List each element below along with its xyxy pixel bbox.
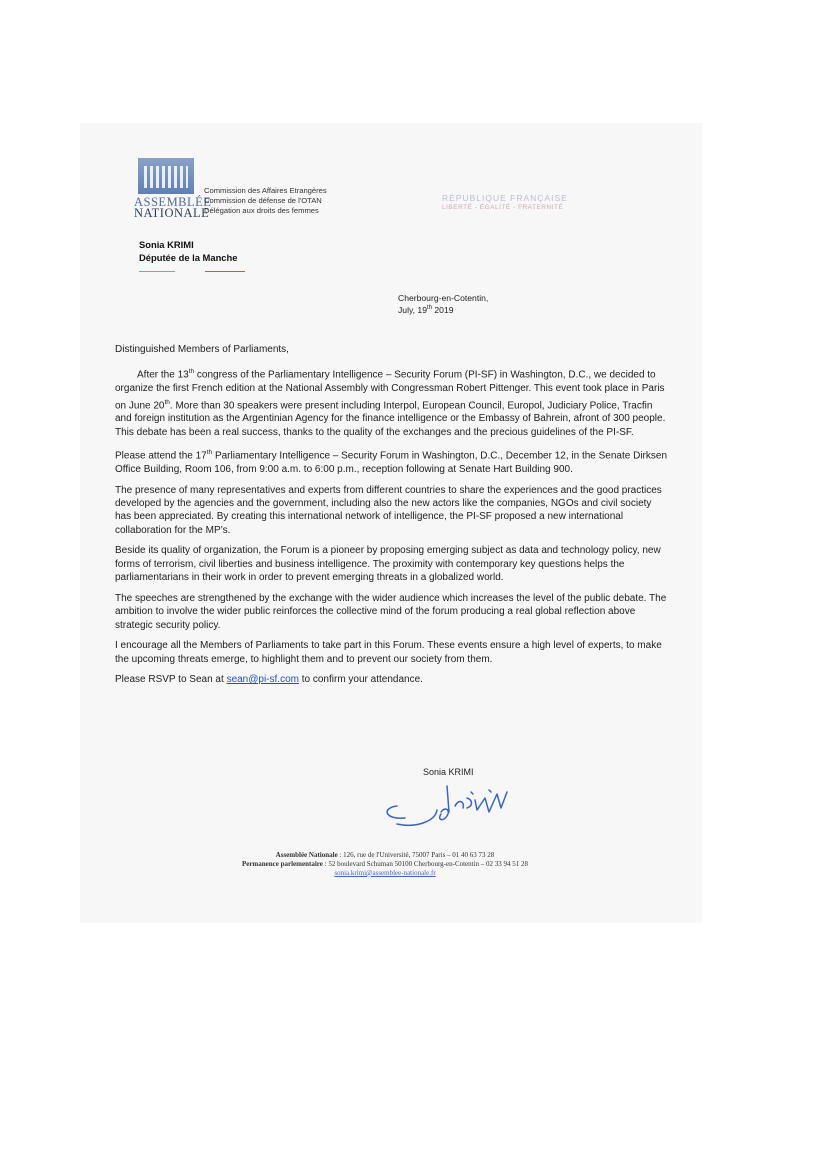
paragraph-4: Beside its quality of organization, the Forum is a pioneer by proposing emerging subject as data and technology policy, new forms of terrorism, civil liberties and business intelligence. The proximity with contemporary key questions helps the parliamentarians in their work in order to prevent emerging threats in a globalized world. — [115, 545, 661, 584]
paragraph-2: Please attend the 17th Parliamentary Intelligence – Security Forum in Washington, D.C., December 12, in the Senate Dirksen Office Building, Room 106, from 9:00 a.m. to 6:00 p.m., reception following at Senate Hart Building 900. — [115, 449, 668, 476]
republic-title: RÉPUBLIQUE FRANÇAISE — [442, 193, 568, 203]
paragraph-7: Please RSVP to Sean at sean@pi-sf.com to confirm your attendance. — [115, 674, 423, 686]
footer-permanence-line: Permanence parlementaire : 52 boulevard Schuman 50100 Cherbourg-en-Cotentin – 02 33 94 51 28 — [241, 859, 529, 868]
sender-title: Députée de la Manche — [139, 252, 238, 263]
handwritten-signature — [375, 778, 525, 830]
republic-motto: LIBERTÉ - ÉGALITÉ - FRATERNITÉ — [442, 204, 564, 211]
logo-text-line2: NATIONALE — [134, 206, 210, 220]
commission-item: Délégation aux droits des femmes — [204, 206, 319, 215]
paragraph-6: I encourage all the Members of Parliaments to take part in this Forum. These events ensure a high level of experts, to make the upcoming threats emerge, to highlight them and to prevent our society from them. — [115, 640, 662, 665]
paragraph-3: The presence of many representatives and experts from different countries to share the experiences and the good practices developed by the agencies and the government, including also the new actors like the companies, NGOs and civil society has been appreciated. By creating this international network of intelligence, the PI-SF proposed a new international collaboration for the MP’s. — [115, 484, 662, 536]
assemblee-building-icon — [138, 158, 194, 194]
logo-text-line1: ASSEMBLÉE — [134, 195, 212, 209]
footer-email-line — [160, 869, 610, 878]
paragraph-5: The speeches are strengthened by the exchange with the wider audience which increases the level of the public debate. The ambition to involve the wider public reinforces the collective mind of the forum producing a real global reflection above strategic security policy. — [115, 592, 667, 631]
commissions-list — [204, 186, 327, 216]
commission-item: Commission des Affaires Etrangères — [204, 186, 327, 195]
date-block — [398, 293, 488, 315]
commission-item: Commission de défense de l'OTAN — [204, 196, 322, 205]
republique-francaise-mark — [442, 193, 568, 213]
footer-email-link[interactable]: sonia.krimi@assemblee-nationale.fr — [334, 868, 436, 877]
footer-contacts — [160, 851, 610, 877]
assemblee-nationale-logo — [134, 158, 212, 220]
blue-rule — [139, 271, 175, 272]
sender-block — [139, 238, 237, 264]
red-rule — [205, 271, 245, 272]
letter-body — [115, 343, 670, 694]
sender-name: Sonia KRIMI — [139, 239, 194, 250]
paragraph-1: After the 13th congress of the Parliamentary Intelligence – Security Forum (PI-SF) in Washington, D.C., we decided to organize the first French edition at the National Assembly with Congressman Robert Pittenger. This event took place in Paris on June 20th. More than 30 speakers were present including Interpol, European Council, Europol, Judiciary Police, Tracfin and foreign institution as the Argentinian Agency for the finance intelligence or the Embassy of Bahrein, afront of 300 people. This debate has been a real success, thanks to the quality of the exchanges and the precious guidelines of the PI-SF. — [115, 368, 666, 438]
signer-name: Sonia KRIMI — [423, 767, 474, 777]
rsvp-email-link[interactable]: sean@pi-sf.com — [226, 674, 299, 686]
footer-assemblee-line: Assemblée Nationale : 126, rue de l'Université, 75007 Paris – 01 40 63 73 28 — [275, 851, 495, 859]
date-line: July, 19th 2019 — [398, 304, 454, 315]
date-place: Cherbourg-en-Cotentin, — [398, 293, 489, 303]
salutation: Distinguished Members of Parliaments, — [115, 344, 289, 355]
